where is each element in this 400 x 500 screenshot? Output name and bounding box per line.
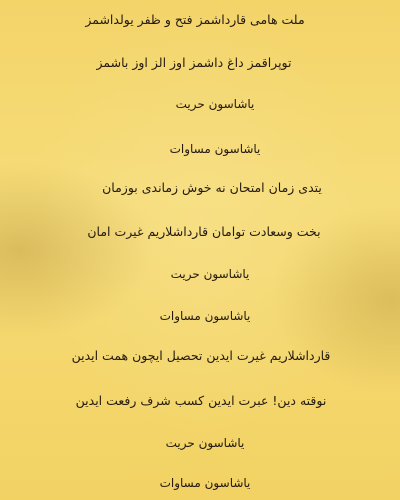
verse-line: یتدی زمان امتحان نه خوش زماندی بوزمان	[102, 180, 322, 195]
refrain-line: یاشاسون مساوات	[169, 142, 261, 156]
refrain-line: یاشاسون مساوات	[159, 309, 251, 323]
refrain-line: یاشاسون حریت	[165, 436, 245, 450]
verse-line: ملت هامی قارداشمز فتح و ظفر یولداشمز	[85, 12, 305, 27]
refrain-line: یاشاسون حریت	[170, 267, 250, 281]
refrain-line: یاشاسون حریت	[175, 97, 255, 111]
verse-line: توپراقمز داغ داشمز اوز الز اوز باشمز	[96, 55, 292, 70]
verse-line: بخت وسعادت توامان قارداشلاریم غیرت امان	[87, 224, 321, 239]
verse-line: نوقته دین! عبرت ایدین کسب شرف رفعت ایدین	[75, 393, 327, 408]
refrain-line: یاشاسون مساوات	[159, 476, 251, 490]
verse-line: قارداشلاریم غیرت ایدین تحصیل ایچون همت ایدین	[71, 348, 331, 363]
